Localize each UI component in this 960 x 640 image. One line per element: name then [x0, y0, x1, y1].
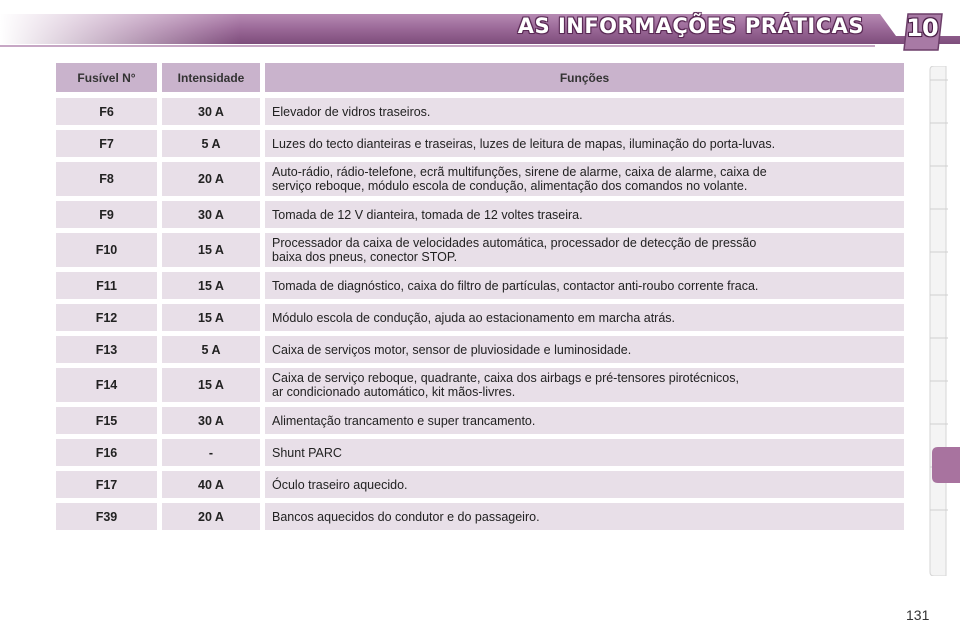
- page-number: 131: [906, 607, 930, 623]
- fuse-amperage: 5 A: [162, 336, 260, 363]
- header-functions: Funções: [265, 63, 904, 92]
- table-row: [56, 304, 904, 331]
- fuse-amperage: 15 A: [162, 304, 260, 331]
- fuse-amperage: 15 A: [162, 233, 260, 267]
- active-chapter-tab: [932, 447, 960, 483]
- fuse-functions: [265, 98, 904, 125]
- function-text-line: Shunt PARC: [272, 445, 342, 460]
- fuse-functions: [265, 130, 904, 157]
- function-text-line: Caixa de serviços motor, sensor de pluviosidade e luminosidade.: [272, 342, 632, 357]
- side-tab-spine: [930, 66, 946, 576]
- function-text-line: Elevador de vidros traseiros.: [272, 104, 431, 119]
- table-row: [56, 233, 904, 267]
- fuse-amperage: 15 A: [162, 272, 260, 299]
- fuse-number: F10: [56, 233, 157, 267]
- fuse-amperage: 30 A: [162, 201, 260, 228]
- fuse-amperage: 15 A: [162, 368, 260, 402]
- chapter-number: 10: [906, 14, 938, 42]
- fuse-functions: [265, 471, 904, 498]
- fuse-number: F9: [56, 201, 157, 228]
- table-row: [56, 162, 904, 196]
- fuse-functions: [265, 162, 904, 196]
- fuse-number: F6: [56, 98, 157, 125]
- function-text-line: baixa dos pneus, conector STOP.: [272, 250, 458, 264]
- fuse-functions: [265, 304, 904, 331]
- function-text-line: Alimentação trancamento e super trancamento.: [272, 413, 536, 428]
- table-row: [56, 201, 904, 228]
- table-row: [56, 439, 904, 466]
- table-row: [56, 272, 904, 299]
- function-text-line: Processador da caixa de velocidades automática, processador de detecção de pressão: [272, 236, 757, 250]
- function-text-line: serviço reboque, módulo escola de condução, alimentação dos comandos no volante.: [272, 179, 748, 193]
- table-row: [56, 130, 904, 157]
- fuse-functions: [265, 233, 904, 267]
- fuse-functions: [265, 407, 904, 434]
- fuse-number: F39: [56, 503, 157, 530]
- fuse-number: F14: [56, 368, 157, 402]
- function-text-line: Módulo escola de condução, ajuda ao estacionamento em marcha atrás.: [272, 310, 676, 325]
- table-header-row: [56, 63, 904, 92]
- fuse-number: F13: [56, 336, 157, 363]
- table-row: [56, 368, 904, 402]
- header-amperage: Intensidade: [162, 63, 260, 92]
- fuse-functions: [265, 201, 904, 228]
- function-text-line: ar condicionado automático, kit mãos-livres.: [272, 385, 516, 399]
- header-fuse-number: Fusível N°: [56, 63, 157, 92]
- table-row: [56, 407, 904, 434]
- page-title: AS INFORMAÇÕES PRÁTICAS: [517, 14, 864, 38]
- fuse-functions: [265, 336, 904, 363]
- fuse-functions: [265, 439, 904, 466]
- function-text-line: Tomada de diagnóstico, caixa do filtro de partículas, contactor anti-roubo corrente fraca.: [272, 278, 759, 293]
- fuse-number: F17: [56, 471, 157, 498]
- fuse-amperage: 30 A: [162, 407, 260, 434]
- fuse-amperage: 20 A: [162, 503, 260, 530]
- fuse-number: F8: [56, 162, 157, 196]
- fuse-number: F12: [56, 304, 157, 331]
- function-text-line: Caixa de serviço reboque, quadrante, caixa dos airbags e pré-tensores pirotécnicos,: [272, 371, 739, 385]
- fuse-number: F16: [56, 439, 157, 466]
- function-text-line: Auto-rádio, rádio-telefone, ecrã multifunções, sirene de alarme, caixa de alarme, caixa de: [272, 165, 767, 179]
- fuse-number: F15: [56, 407, 157, 434]
- fuse-amperage: 30 A: [162, 98, 260, 125]
- chapter-side-tabs[interactable]: [928, 66, 960, 576]
- fuse-number: F7: [56, 130, 157, 157]
- table-row: [56, 471, 904, 498]
- table-row: [56, 336, 904, 363]
- function-text-line: Óculo traseiro aquecido.: [272, 477, 408, 492]
- fuse-amperage: 5 A: [162, 130, 260, 157]
- fuse-amperage: 40 A: [162, 471, 260, 498]
- table-row: [56, 98, 904, 125]
- fuse-functions: [265, 272, 904, 299]
- table-row: [56, 503, 904, 530]
- function-text-line: Bancos aquecidos do condutor e do passageiro.: [272, 509, 540, 524]
- function-text-line: Luzes do tecto dianteiras e traseiras, luzes de leitura de mapas, iluminação do porta-luvas.: [272, 136, 776, 151]
- fuse-amperage: 20 A: [162, 162, 260, 196]
- fuse-functions: [265, 503, 904, 530]
- fuse-amperage: -: [162, 439, 260, 466]
- fuse-number: F11: [56, 272, 157, 299]
- function-text-line: Tomada de 12 V dianteira, tomada de 12 voltes traseira.: [272, 207, 583, 222]
- fuse-functions: [265, 368, 904, 402]
